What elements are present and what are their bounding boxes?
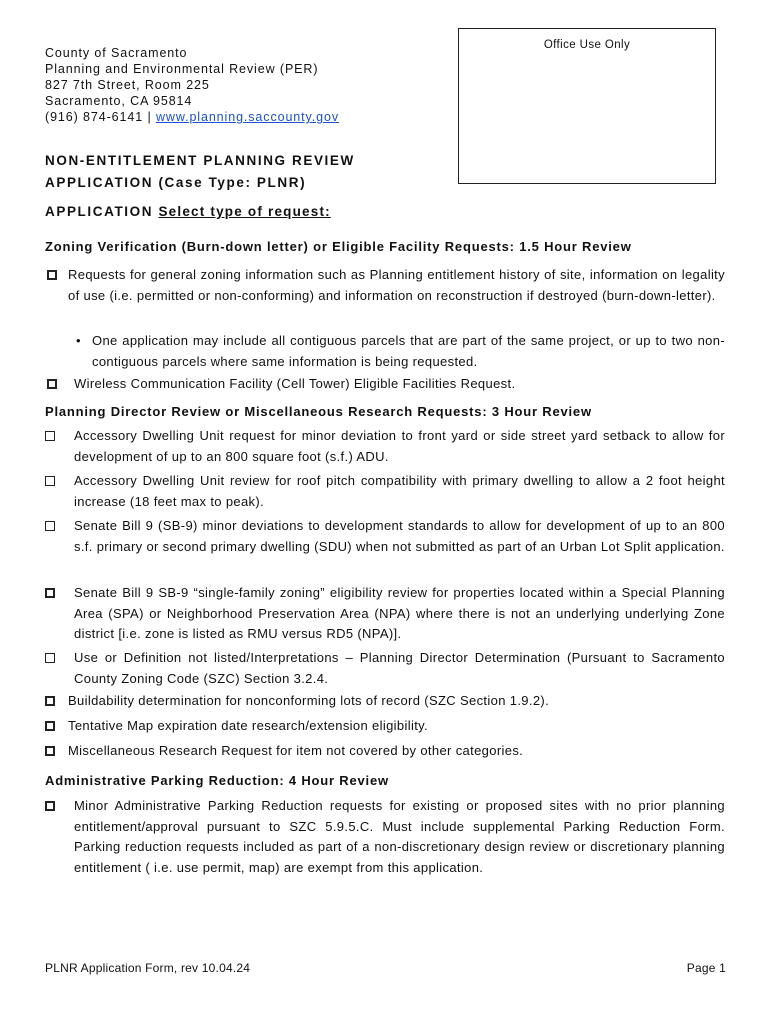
website-link[interactable]: www.planning.saccounty.gov (155, 110, 339, 124)
sb9-deviation-text: Senate Bill 9 (SB-9) minor deviations to development standards to allow for development of up to an 800 s.f. primary or second primary dwelling (SDU) when not submitted as part of an Urban Lot Split application. (74, 518, 725, 554)
footer-form-revision: PLNR Application Form, rev 10.04.24 (45, 961, 251, 975)
county-name: County of Sacramento (45, 46, 188, 60)
wireless-facility-checkbox[interactable] (47, 379, 57, 389)
zoning-section-heading: Zoning Verification (Burn-down letter) or Eligible Facility Requests: 1.5 Hour Review (45, 239, 632, 254)
wireless-facility-text: Wireless Communication Facility (Cell Tower) Eligible Facilities Request. (74, 376, 516, 391)
select-request-type-label: Select type of request: (158, 204, 331, 219)
application-label: APPLICATION (45, 204, 154, 219)
parking-reduction-text: Minor Administrative Parking Reduction requests for existing or proposed sites with no prior planning entitlement/approval pursuant to SZC 5.9.5.C. Must include supplemental Parking Reduction Form. Parking reduction requests included as part of a non-discretionary design review or discretionary planning entitlement ( i.e. use permit, map) are exempt from this application. (74, 798, 725, 875)
parking-reduction-checkbox[interactable] (45, 801, 55, 811)
form-title (45, 150, 355, 194)
adu-setback-text: Accessory Dwelling Unit request for minor deviation to front yard or side street yard setback to allow for development of up to an 800 square foot (s.f.) ADU. (74, 428, 725, 464)
bullet-dot: • (76, 333, 81, 348)
contact-line (45, 109, 339, 125)
tentative-map-text: Tentative Map expiration date research/extension eligibility. (68, 718, 429, 733)
form-title-line-1: NON-ENTITLEMENT PLANNING REVIEW (45, 153, 355, 168)
use-interpretation-text: Use or Definition not listed/Interpretations – Planning Director Determination (Pursuant to Sacramento County Zoning Code (SZC) Section 3.2.4. (74, 650, 725, 686)
tentative-map-checkbox[interactable] (45, 721, 55, 731)
phone-number: (916) 874-6141 | (45, 110, 152, 124)
sb9-deviation-checkbox[interactable] (45, 521, 55, 531)
misc-research-text: Miscellaneous Research Request for item not covered by other categories. (68, 743, 524, 758)
street-address: 827 7th Street, Room 225 (45, 78, 210, 92)
zoning-info-text: Requests for general zoning information such as Planning entitlement history of site, information on legality of use (i.e. permitted or non-conforming) and information on reconstruction if destroyed (burn-down-letter). (68, 267, 725, 303)
buildability-text: Buildability determination for nonconforming lots of record (SZC Section 1.9.2). (68, 693, 550, 708)
sb9-eligibility-text: Senate Bill 9 SB-9 “single-family zoning” eligibility review for properties located within a Special Planning Area (SPA) or Neighborhood Preservation Area (NPA) where there is not an underlying underlying Zone district [i.e. zone is listed as RMU versus RD5 (NPA)]. (74, 585, 725, 641)
sb9-eligibility-checkbox[interactable] (45, 588, 55, 598)
office-use-label: Office Use Only (543, 39, 631, 51)
department-name: Planning and Environmental Review (PER) (45, 62, 319, 76)
contiguous-parcels-note: One application may include all contiguous parcels that are part of the same project, or up to two non-contiguous parcels where same information is being requested. (92, 333, 725, 369)
use-interpretation-checkbox[interactable] (45, 653, 55, 663)
form-title-line-2: APPLICATION (Case Type: PLNR) (45, 175, 307, 190)
county-address-block (45, 45, 339, 125)
parking-section-heading: Administrative Parking Reduction: 4 Hour Review (45, 773, 389, 788)
director-section-heading: Planning Director Review or Miscellaneous Research Requests: 3 Hour Review (45, 404, 592, 419)
zoning-info-checkbox[interactable] (47, 270, 57, 280)
adu-roof-pitch-checkbox[interactable] (45, 476, 55, 486)
adu-setback-checkbox[interactable] (45, 431, 55, 441)
application-select-line (45, 204, 331, 219)
footer-page-number: Page 1 (686, 961, 726, 975)
adu-roof-pitch-text: Accessory Dwelling Unit review for roof pitch compatibility with primary dwelling to allow a 2 foot height increase (18 feet max to peak). (74, 473, 725, 509)
misc-research-checkbox[interactable] (45, 746, 55, 756)
city-state-zip: Sacramento, CA 95814 (45, 94, 193, 108)
buildability-checkbox[interactable] (45, 696, 55, 706)
office-use-box (458, 28, 716, 184)
